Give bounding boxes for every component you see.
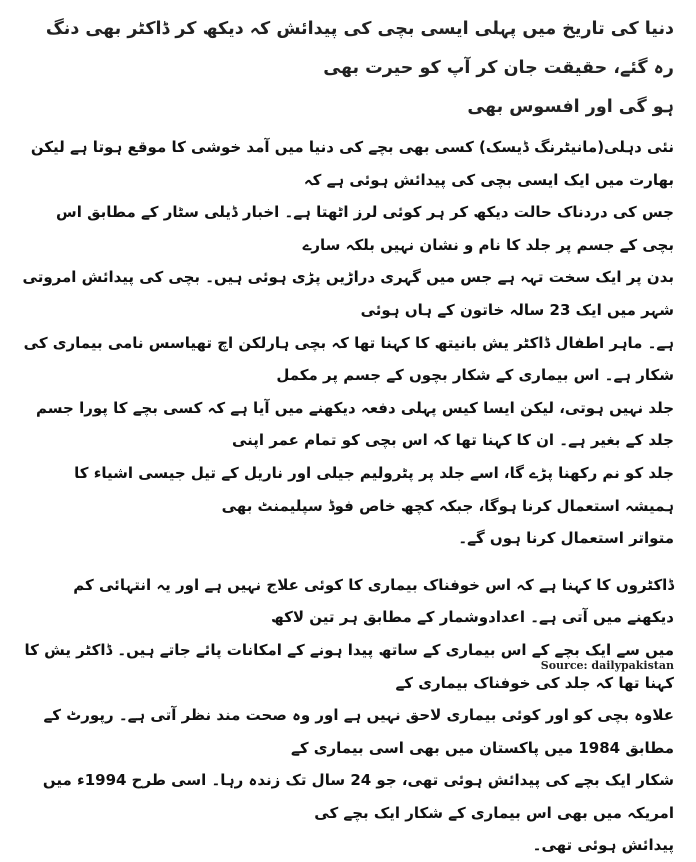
spacer [22,555,674,569]
paragraph-line: بدن پر ایک سخت تہہ ہے جس میں گہری دراڑیں پڑی ہوئی ہیں۔ بچی کی پیدائش امروتی شہر میں ایک 23 سالہ خاتون کے ہاں ہوئی [22,268,674,319]
paragraph-line: پیدائش ہوئی تھی۔ [532,836,674,855]
headline-line: ہو گی اور افسوس بھی [467,97,674,117]
paragraph-2 [22,569,674,862]
paragraph-line: جلد نہیں ہوتی، لیکن ایسا کیس پہلی دفعہ دیکھنے میں آیا ہے کہ کسی بچے کا پورا جسم جلد کے بغیر ہے۔ ان کا کہنا تھا کہ اس بچی کو تمام عمر اپنی [36,398,674,450]
paragraph-line: جس کی دردناک حالت دیکھ کر ہر کوئی لرز اٹھتا ہے۔ اخبار ڈیلی سٹار کے مطابق اس بچی کے جسم پر جلد کا نام و نشان نہیں بلکہ سارے [56,203,674,254]
paragraph-line: میں سے ایک بچے کے اس بیماری کے ساتھ پیدا ہونے کے امکانات پائے جاتے ہیں۔ ڈاکٹر یش کا کہنا تھا کہ جلد کی خوفناک بیماری کے [24,640,674,692]
paragraph-line: ہے۔ ماہر اطفال ڈاکٹر یش بانیتھ کا کہنا تھا کہ بچی ہارلکن اچ تھیاسس نامی بیماری کی شکار ہے۔ اس بیماری کے شکار بچوں کے جسم پر مکمل [23,333,674,385]
source-credit: Source: dailypakistan [540,659,674,672]
headline-line: دنیا کی تاریخ میں پہلی ایسی بچی کی پیدائش کہ دیکھ کر ڈاکٹر بھی دنگ رہ گئے، حقیقت جان کر آپ کو حیرت بھی [45,19,674,78]
paragraph-line: جلد کو نم رکھنا پڑے گا، اسے جلد پر پٹرولیم جیلی اور ناریل کے تیل جیسی اشیاء کا ہمیشہ استعمال کرنا ہوگا، جبکہ کچھ خاص فوڈ سپلیمنٹ بھی [74,463,674,515]
article [22,10,674,862]
paragraph-line: نئی دہلی(مانیٹرنگ ڈیسک) کسی بھی بچے کی دنیا میں آمد خوشی کا موقع ہوتا ہے لیکن بھارت میں ایک ایسی بچی کی پیدائش ہوئی ہے کہ [30,138,674,189]
paragraph-line: متواتر استعمال کرنا ہوں گے۔ [458,529,674,548]
paragraph-line: ڈاکٹروں کا کہنا ہے کہ اس خوفناک بیماری کا کوئی علاج نہیں ہے اور یہ انتہائی کم دیکھنے میں آتی ہے۔ اعدادوشمار کے مطابق ہر تین لاکھ [73,575,674,627]
paragraph-1 [22,131,674,555]
paragraph-line: علاوہ بچی کو اور کوئی بیماری لاحق نہیں ہے اور وہ صحت مند نظر آتی ہے۔ رپورٹ کے مطابق 1984 میں پاکستان میں بھی اسی بیماری کے [43,706,674,757]
article-headline [22,10,674,127]
paragraph-line: شکار ایک بچے کی پیدائش ہوئی تھی، جو 24 سال تک زندہ رہا۔ اسی طرح 1994ء میں امریکہ میں بھی اس بیماری کے شکار ایک بچے کی [42,771,674,822]
